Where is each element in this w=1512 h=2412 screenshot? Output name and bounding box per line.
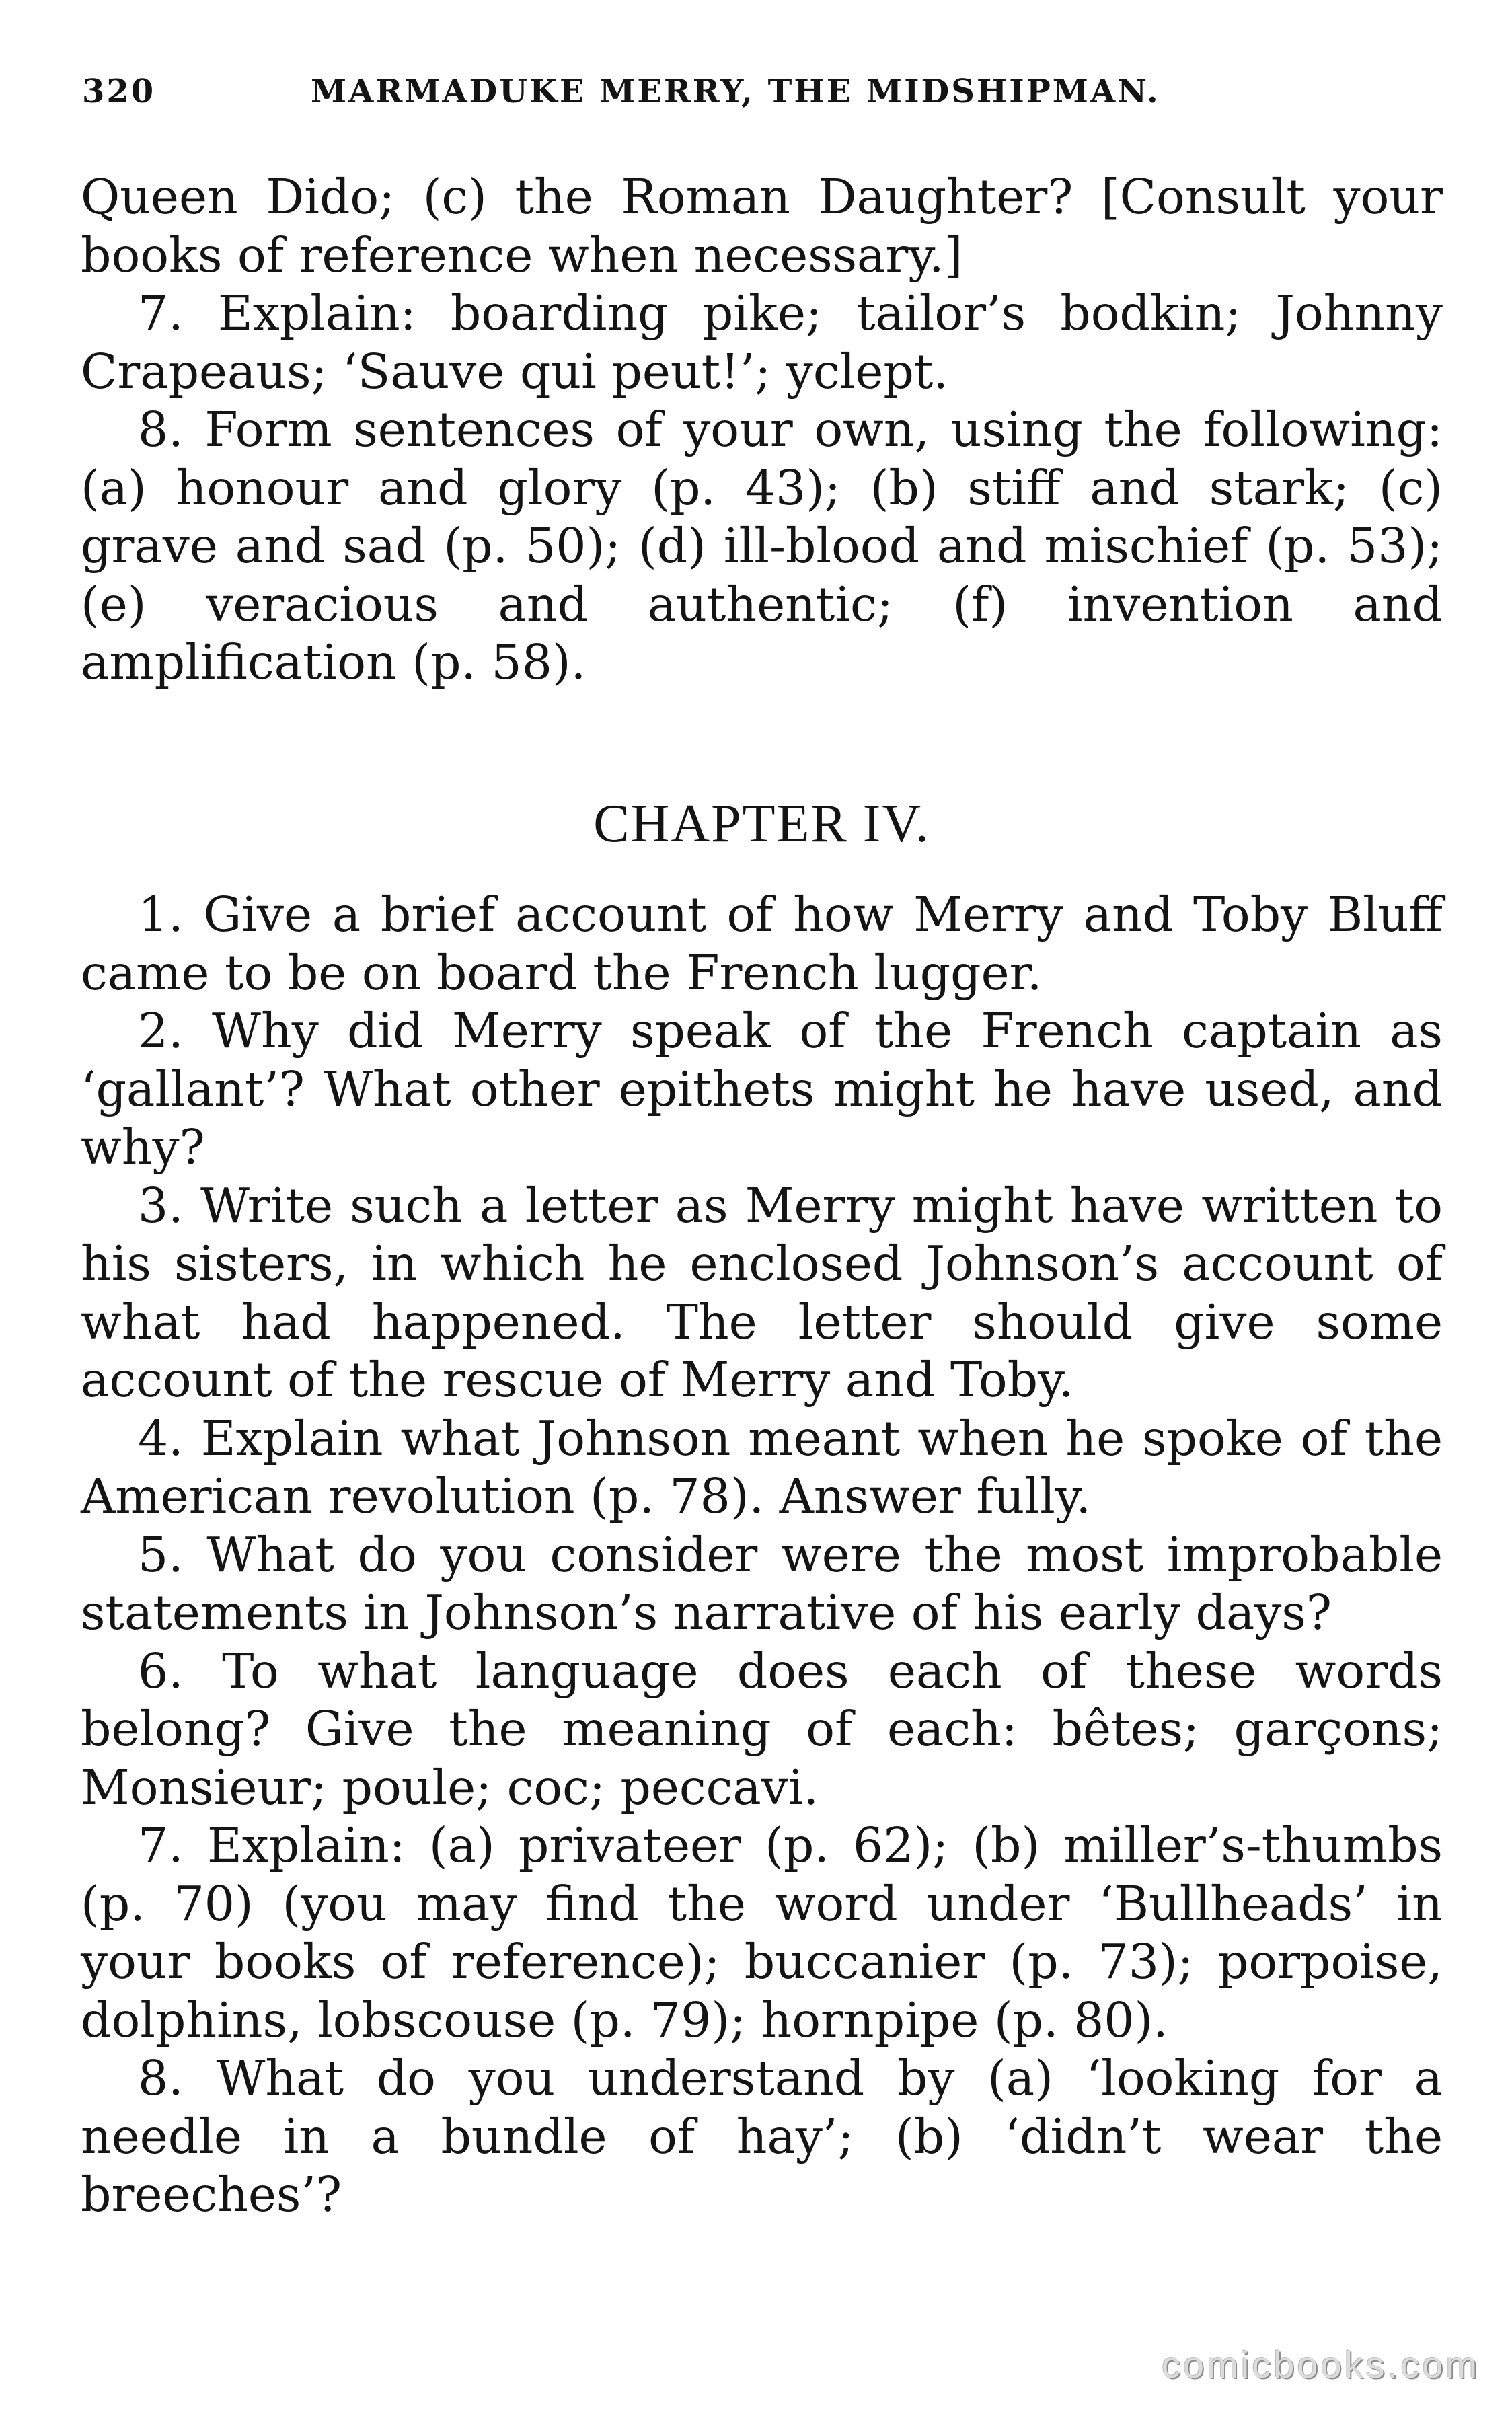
chapter-question-2: 2. Why did Merry speak of the French captain as ‘gallant’? What other epithets might he have used, and why? (81, 1003, 1443, 1175)
question-8: 8. Form sentences of your own, using the following: (a) honour and glory (p. 43); (b) stiff and stark; (c) grave and sad (p. 50); (d) ill-blood and mischief (p. 53); (e) veracious and authentic; (f) invention and amplification (p. 58). (81, 402, 1443, 690)
page-number: 320 (82, 73, 156, 110)
chapter-iv-questions (81, 886, 1443, 2224)
previous-chapter-questions (81, 168, 1443, 692)
chapter-question-7: 7. Explain: (a) privateer (p. 62); (b) miller’s-thumbs (p. 70) (you may find the word under ‘Bullheads’ in your books of reference); buccanier (p. 73); porpoise, dolphins, lobscouse (p. 79); hornpipe (p. 80). (81, 1817, 1443, 2048)
chapter-heading: CHAPTER IV. (593, 794, 930, 854)
chapter-question-1: 1. Give a brief account of how Merry and Toby Bluff came to be on board the French lugger. (81, 887, 1443, 1001)
site-watermark: comicbooks.com (1161, 2343, 1480, 2386)
chapter-question-4: 4. Explain what Johnson meant when he spoke of the American revolution (p. 78). Answer fully. (81, 1410, 1443, 1524)
running-head (82, 73, 1441, 120)
question-7: 7. Explain: boarding pike; tailor’s bodkin; Johnny Crapeaus; ‘Sauve qui peut!’; yclept. (81, 285, 1443, 400)
continued-question-text: Queen Dido; (c) the Roman Daughter? [Consult your books of reference when necessary.] (81, 169, 1443, 283)
chapter-question-6: 6. To what language does each of these words belong? Give the meaning of each: bêtes; garçons; Monsieur; poule; coc; peccavi. (81, 1643, 1443, 1815)
chapter-question-8: 8. What do you understand by (a) ‘looking for a needle in a bundle of hay’; (b) ‘didn’t wear the breeches’? (81, 2050, 1443, 2222)
chapter-question-5: 5. What do you consider were the most improbable statements in Johnson’s narrative of his early days? (81, 1526, 1443, 1641)
running-title: MARMADUKE MERRY, THE MIDSHIPMAN. (311, 73, 1160, 110)
chapter-question-3: 3. Write such a letter as Merry might have written to his sisters, in which he enclosed Johnson’s account of what had happened. The letter should give some account of the rescue of Merry and Toby. (81, 1177, 1443, 1408)
